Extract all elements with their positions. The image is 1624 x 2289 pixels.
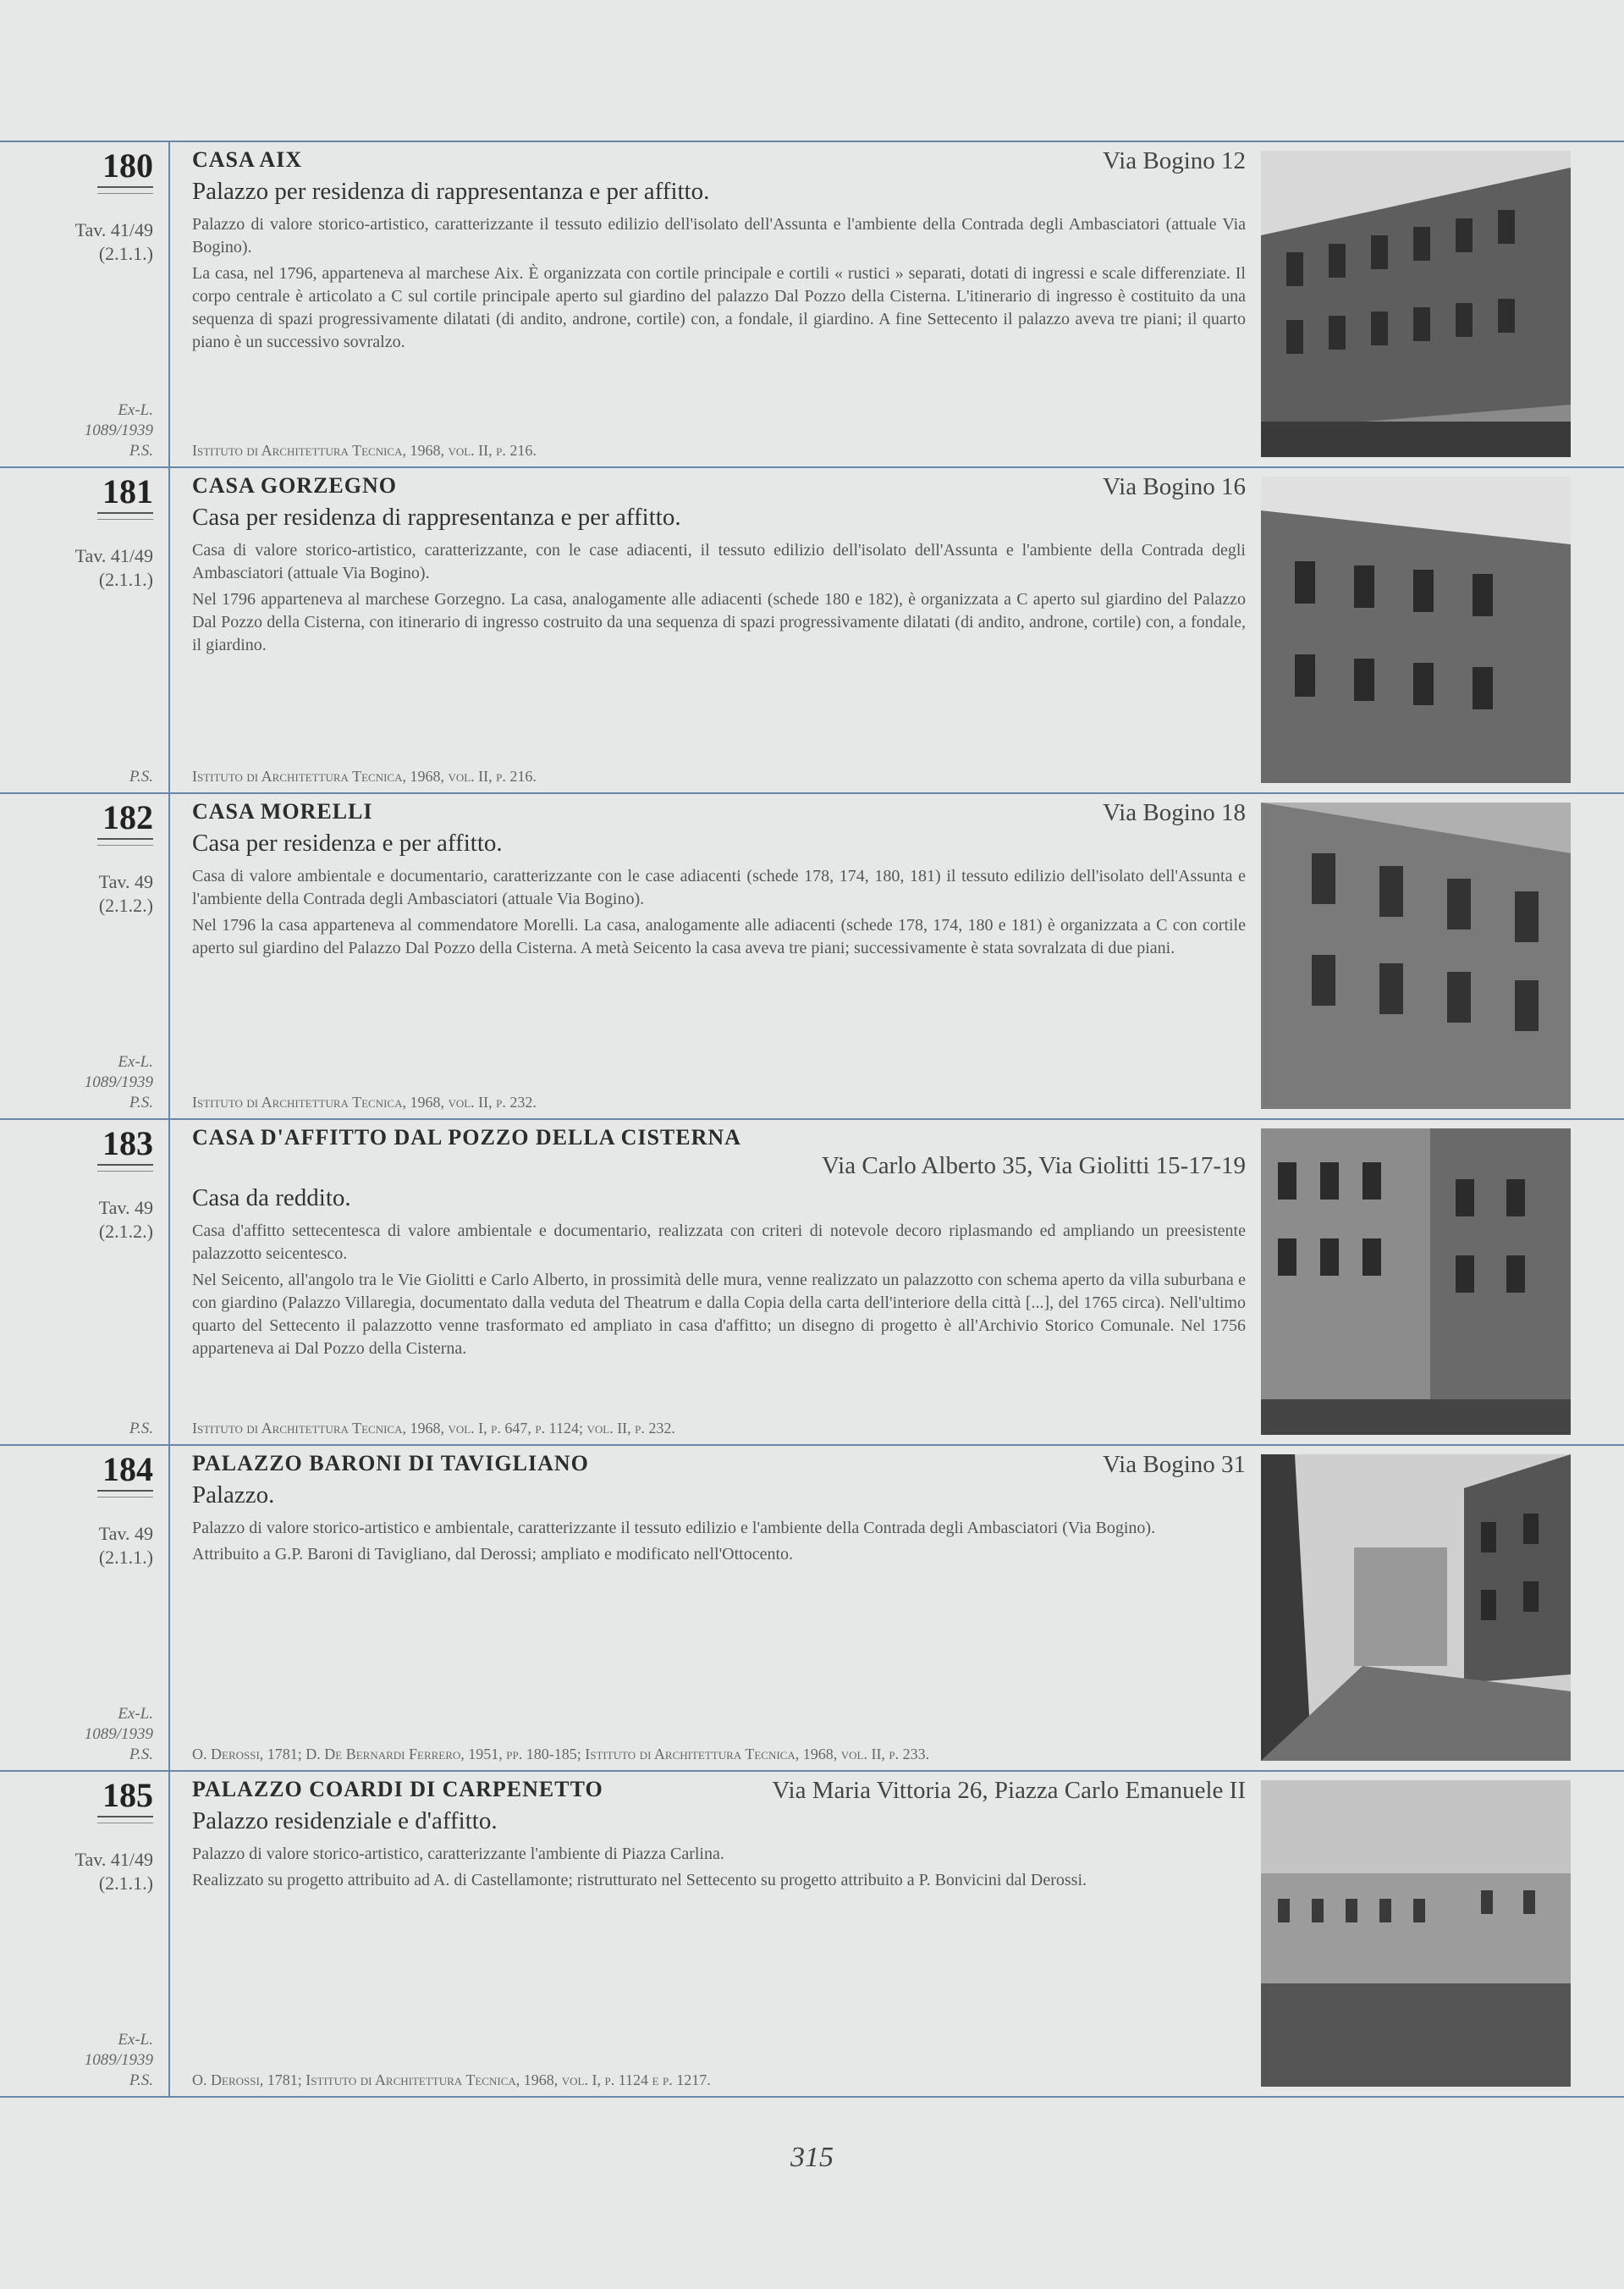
legal-reference: P.S.: [129, 1420, 153, 1437]
building-name: CASA AIX: [192, 147, 303, 172]
entry-content: [192, 468, 1246, 792]
building-photo: [1261, 151, 1571, 457]
entry-side-column: [0, 468, 170, 792]
entry-content: [192, 142, 1246, 466]
entry-number: 180: [102, 146, 153, 185]
catalogue-entries: [0, 141, 1624, 2098]
building-address: Via Bogino 31: [1102, 1451, 1246, 1478]
description-paragraph: Nel 1796 la casa apparteneva al commendatore Morelli. La casa, analogamente alle adiacenti (schede 178, 174, 180 e 181) è organizzata a C con cortile aperto sul giardino del Palazzo Dal Pozzo della Cisterna. A metà Seicento la casa aveva tre piani; successivamente è stata sovralzata di due piani.: [192, 916, 1246, 957]
number-underline: [97, 1490, 153, 1498]
building-name: PALAZZO COARDI DI CARPENETTO: [192, 1777, 603, 1801]
building-name: PALAZZO BARONI DI TAVIGLIANO: [192, 1451, 589, 1475]
description-paragraph: Realizzato su progetto attribuito ad A. di Castellamonte; ristrutturato nel Settecento su progetto attribuito a P. Bonvicini dal Derossi.: [192, 1871, 1087, 1889]
building-address: Via Maria Vittoria 26, Piazza Carlo Emanuele II: [772, 1777, 1246, 1804]
page-number: 315: [790, 2142, 834, 2173]
building-name: CASA MORELLI: [192, 799, 373, 824]
bibliographic-source: Istituto di Architettura Tecnica, 1968, vol. II, p. 216.: [192, 768, 537, 785]
number-underline: [97, 186, 153, 194]
entry-side-column: [0, 142, 170, 466]
entry-number: 183: [102, 1124, 153, 1162]
tavola-reference: Tav. 49 (2.1.2.): [98, 1197, 153, 1242]
building-type: Casa per residenza e per affitto.: [192, 830, 503, 857]
building-description: [192, 865, 1246, 963]
entry-content: [192, 1120, 1246, 1444]
building-type: Palazzo per residenza di rappresentanza e per affitto.: [192, 178, 710, 205]
tavola-reference: Tav. 41/49 (2.1.1.): [74, 1849, 153, 1894]
legal-reference: Ex-L. 1089/1939 P.S.: [84, 401, 153, 460]
building-address: Via Bogino 18: [1102, 799, 1246, 826]
entry-number: 182: [102, 798, 153, 836]
entry-side-column: [0, 794, 170, 1118]
entry-number: 184: [102, 1450, 153, 1488]
building-type: Casa da reddito.: [192, 1184, 351, 1211]
building-photo: [1261, 1128, 1571, 1435]
building-photo: [1261, 803, 1571, 1109]
entry-number: 181: [102, 472, 153, 510]
bibliographic-source: Istituto di Architettura Tecnica, 1968, vol. II, p. 232.: [192, 1094, 537, 1111]
building-type: Palazzo residenziale e d'affitto.: [192, 1807, 498, 1834]
number-underline: [97, 1816, 153, 1823]
bibliographic-source: Istituto di Architettura Tecnica, 1968, vol. II, p. 216.: [192, 442, 537, 459]
tavola-reference: Tav. 41/49 (2.1.1.): [74, 545, 153, 590]
description-paragraph: Palazzo di valore storico-artistico, caratterizzante il tessuto edilizio dell'isolato dell'Assunta e l'ambiente della Contrada degli Ambasciatori (attuale Via Bogino).: [192, 215, 1246, 256]
entry-content: [192, 794, 1246, 1118]
number-underline: [97, 838, 153, 846]
description-paragraph: Palazzo di valore storico-artistico e ambientale, caratterizzante il tessuto edilizio e l'ambiente della Contrada degli Ambasciatori (Via Bogino).: [192, 1519, 1156, 1537]
description-paragraph: Palazzo di valore storico-artistico, caratterizzante l'ambiente di Piazza Carlina.: [192, 1845, 724, 1863]
building-type: Casa per residenza di rappresentanza e per affitto.: [192, 504, 681, 531]
entry-side-column: [0, 1772, 170, 2096]
entry-185: [0, 1770, 1624, 2098]
building-description: [192, 213, 1246, 357]
number-underline: [97, 512, 153, 520]
entry-180: [0, 141, 1624, 466]
description-paragraph: Attribuito a G.P. Baroni di Tavigliano, dal Derossi; ampliato e modificato nell'Ottocento.: [192, 1545, 794, 1564]
entry-side-column: [0, 1120, 170, 1444]
building-description: [192, 539, 1246, 660]
legal-reference: Ex-L. 1089/1939 P.S.: [84, 2031, 153, 2089]
building-name: CASA D'AFFITTO DAL POZZO DELLA CISTERNA: [192, 1125, 741, 1150]
building-address: Via Carlo Alberto 35, Via Giolitti 15-17-19: [821, 1152, 1246, 1179]
description-paragraph: La casa, nel 1796, apparteneva al marchese Aix. È organizzata con cortile principale e cortili « rustici » separati, dotati di ingressi e scale differenziate. Il corpo centrale è articolato a C sul cortile principale aperto sul giardino del palazzo Dal Pozzo della Cisterna. L'itinerario di ingresso è costituito da una sequenza di spazi progressivamente dilatati (di andito, androne, cortile) con, a fondale, il giardino. A fine Settecento il palazzo aveva tre piani; il quarto piano è un successivo sovralzo.: [192, 264, 1246, 351]
legal-reference: Ex-L. 1089/1939 P.S.: [84, 1705, 153, 1763]
building-description: [192, 1517, 1246, 1569]
entry-181: [0, 466, 1624, 792]
tavola-reference: Tav. 49 (2.1.1.): [98, 1523, 153, 1568]
building-photo: [1261, 477, 1571, 783]
bibliographic-source: O. Derossi, 1781; Istituto di Architettura Tecnica, 1968, vol. I, p. 1124 e p. 1217.: [192, 2071, 711, 2088]
number-underline: [97, 1164, 153, 1172]
building-name: CASA GORZEGNO: [192, 473, 397, 498]
building-address: Via Bogino 16: [1102, 473, 1246, 500]
building-photo: [1261, 1780, 1571, 2087]
building-type: Palazzo.: [192, 1481, 275, 1509]
description-paragraph: Casa di valore ambientale e documentario, caratterizzante con le case adiacenti (schede 178, 174, 180, 181) il tessuto edilizio dell'isolato dell'Assunta e l'ambiente della Contrada degli Ambasciatori (attuale Via Bogino).: [192, 867, 1246, 908]
building-description: [192, 1843, 1246, 1895]
building-photo: [1261, 1454, 1571, 1761]
building-description: [192, 1220, 1246, 1364]
entry-184: [0, 1444, 1624, 1770]
entry-content: [192, 1772, 1246, 2096]
legal-reference: P.S.: [129, 768, 153, 786]
building-address: Via Bogino 12: [1102, 147, 1246, 174]
entry-183: [0, 1118, 1624, 1444]
entry-content: [192, 1446, 1246, 1770]
entry-number: 185: [102, 1776, 153, 1814]
bibliographic-source: Istituto di Architettura Tecnica, 1968, vol. I, p. 647, p. 1124; vol. II, p. 232.: [192, 1420, 675, 1437]
description-paragraph: Casa d'affitto settecentesca di valore ambientale e documentario, realizzata con criteri di notevole decoro riplasmando ed ampliando un preesistente palazzotto seicentesco.: [192, 1222, 1246, 1263]
description-paragraph: Casa di valore storico-artistico, caratterizzante, con le case adiacenti, il tessuto edilizio dell'isolato dell'Assunta e l'ambiente della Contrada degli Ambasciatori (attuale Via Bogino).: [192, 541, 1246, 582]
description-paragraph: Nel 1796 apparteneva al marchese Gorzegno. La casa, analogamente alle adiacenti (schede 180 e 182), è organizzata a C aperto sul giardino del Palazzo Dal Pozzo della Cisterna, con itinerario di ingresso costruito da una sequenza di spazi progressivamente dilatati (di andito, androne, cortile) con, a fondale, il giardino.: [192, 590, 1246, 654]
legal-reference: Ex-L. 1089/1939 P.S.: [84, 1053, 153, 1111]
description-paragraph: Nel Seicento, all'angolo tra le Vie Giolitti e Carlo Alberto, in prossimità delle mura, venne realizzato un palazzotto con schema aperto da villa suburbana e con giardino (Palazzo Villaregia, documentato dalla veduta del Theatrum e dalla Copia della carta dell'interiore della città [...], del 1765 circa). Nell'ultimo quarto del Settecento il palazzotto venne trasformato ed ampliato in casa d'affitto; un disegno di progetto è all'Archivio Storico Comunale. Nel 1756 apparteneva ai Dal Pozzo della Cisterna.: [192, 1271, 1246, 1358]
entry-side-column: [0, 1446, 170, 1770]
bibliographic-source: O. Derossi, 1781; D. De Bernardi Ferrero, 1951, pp. 180-185; Istituto di Architettura Tecnica, 1968, vol. II, p. 233.: [192, 1746, 930, 1762]
tavola-reference: Tav. 49 (2.1.2.): [98, 871, 153, 916]
entry-182: [0, 792, 1624, 1118]
tavola-reference: Tav. 41/49 (2.1.1.): [74, 219, 153, 264]
